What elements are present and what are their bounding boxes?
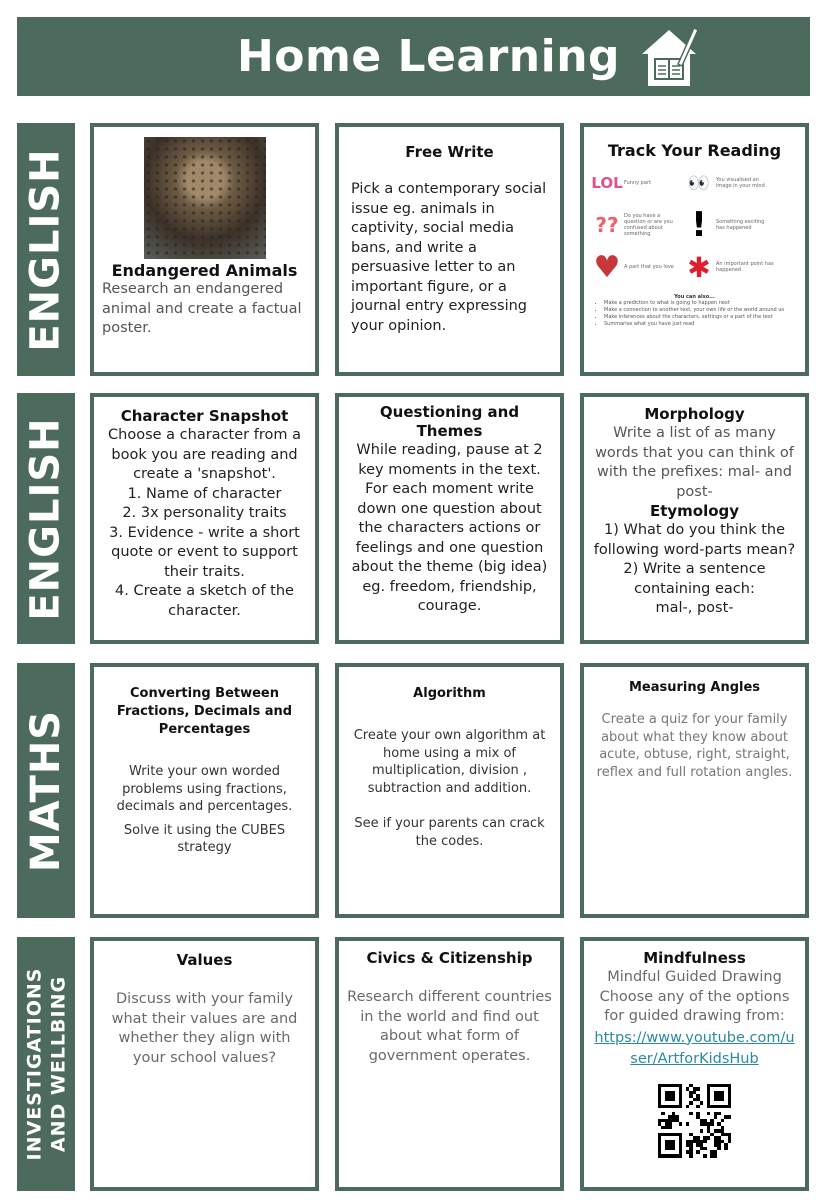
card-free-write: Free Write Pick a contemporary social issue eg. animals in captivity, social media bans, and write a persuasive letter to an important figure, or a journal entry expressing your opinion. bbox=[335, 123, 564, 376]
artforkidshub-link[interactable]: https://www.youtube.com/user/ArtforKidsHub bbox=[594, 1029, 795, 1067]
symbol-item: ✱ An important point has happened bbox=[682, 246, 774, 288]
page-title: Home Learning bbox=[236, 31, 621, 82]
card-algorithm: Algorithm Create your own algorithm at home using a mix of multiplication, division , subtraction and addition. See if your parents can crack the codes. bbox=[335, 663, 564, 918]
symbol-item: 👀 You visualised an image in your mind bbox=[682, 162, 774, 204]
card-morphology: Morphology Write a list of as many words that you can think of with the prefixes: mal- and post- Etymology 1) What do you think the following word-parts mean? 2) Write a sentence containing each: mal-, post- bbox=[580, 393, 809, 644]
symbol-item: ?? Do you have a question or are you confused about something bbox=[590, 204, 682, 246]
card-civics: Civics & Citizenship Research different countries in the world and find out about what form of government operates. bbox=[335, 937, 564, 1191]
lol-icon: LOL bbox=[591, 174, 623, 192]
asterisk-icon: ✱ bbox=[687, 250, 711, 284]
heart-icon: ♥ bbox=[593, 249, 621, 285]
reading-strategies-list: • Make a prediction to what is going to happen next • Make a connection to another text, your own life or the world around us • Make inferences about the characters, settings or a part of the text • Summarise what you have just read bbox=[590, 300, 799, 328]
card-endangered-animals: Endangered Animals Research an endangered animal and create a factual poster. bbox=[90, 123, 319, 376]
card-character-snapshot: Character Snapshot Choose a character from a book you are reading and create a 'snapshot'. 1. Name of character 2. 3x personality traits 3. Evidence - write a short quote or event to support their traits. 4. Create a sketch of the character. bbox=[90, 393, 319, 644]
exclamation-icon: ! bbox=[691, 205, 707, 245]
reading-symbols bbox=[590, 162, 799, 288]
subject-label-english: ENGLISH bbox=[17, 393, 75, 644]
card-measuring-angles: Measuring Angles Create a quiz for your family about what they know about acute, obtuse, right, straight, reflex and full rotation angles. bbox=[580, 663, 809, 918]
card-track-your-reading: Track Your Reading LOL Funny part 👀 You visualised an image in your mind ?? Do you have a question or are you confused about something ! Something exciting has happened ♥ A part that you love ✱ An important point has happened You can also... • Make a prediction to what is going to happen next • Make a connection to another text, your own life or the world around us • Make inferences about the characters, settings or a part of the text • Summarise what you have just read bbox=[580, 123, 809, 376]
symbol-item: LOL Funny part bbox=[591, 174, 651, 192]
symbol-item: ♥ A part that you love bbox=[590, 246, 682, 288]
card-values: Values Discuss with your family what their values are and whether they align with your school values? bbox=[90, 937, 319, 1191]
subject-label-english: ENGLISH bbox=[17, 123, 75, 376]
page-header bbox=[17, 17, 810, 96]
qr-code[interactable] bbox=[658, 1084, 732, 1158]
subject-label-investigations: INVESTIGATIONS AND WELLBING bbox=[17, 937, 75, 1191]
subject-label-maths: MATHS bbox=[17, 663, 75, 918]
card-mindfulness: Mindfulness Mindful Guided Drawing Choose any of the options for guided drawing from: https://www.youtube.com/user/ArtforKidsHub bbox=[580, 937, 809, 1191]
card-questioning-themes: Questioning and Themes While reading, pause at 2 key moments in the text. For each moment write down one question about the characters actions or feelings and one question about the theme (big idea) eg. freedom, friendship, courage. bbox=[335, 393, 564, 644]
house-book-pencil-icon bbox=[638, 24, 700, 90]
card-converting-fractions: Converting Between Fractions, Decimals and Percentages Write your own worded problems using fractions, decimals and percentages. Solve it using the CUBES strategy bbox=[90, 663, 319, 918]
question-marks-icon: ?? bbox=[595, 213, 619, 237]
eyes-icon: 👀 bbox=[687, 172, 711, 194]
leopard-cub-image bbox=[144, 137, 266, 259]
symbol-item: ! Something exciting has happened bbox=[682, 204, 774, 246]
